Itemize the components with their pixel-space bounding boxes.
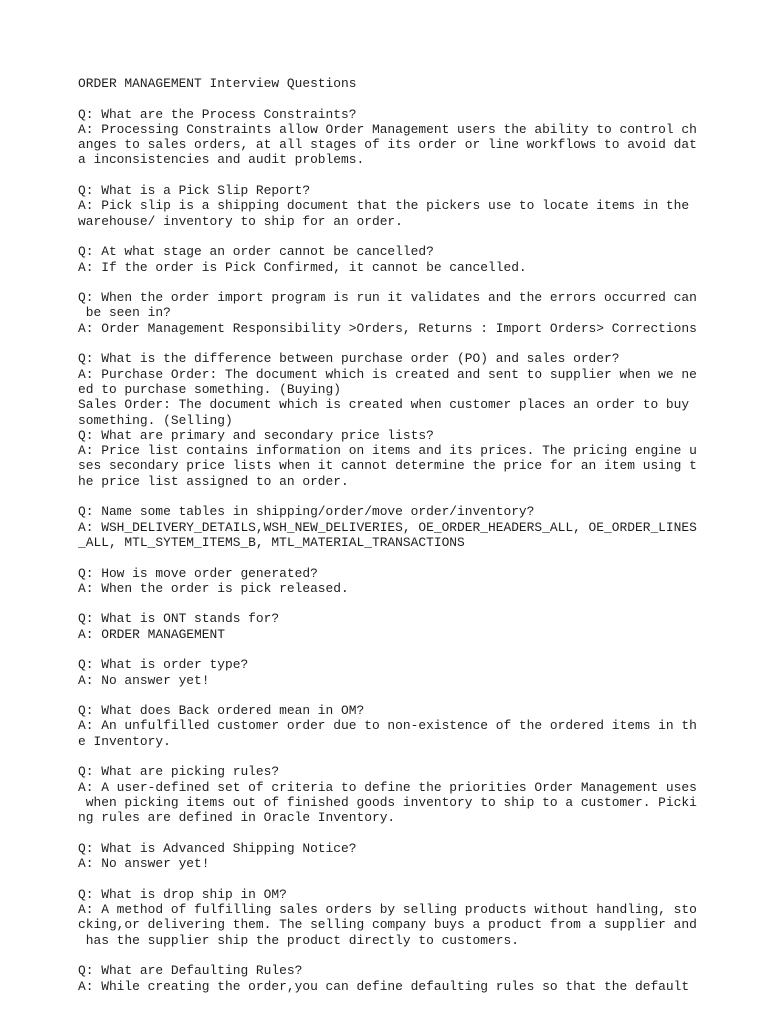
- question-line: Q: What is the difference between purchase order (PO) and sales order?: [78, 351, 620, 367]
- blank-line: [78, 688, 718, 703]
- blank-line: [78, 91, 718, 106]
- answer-continuation-line: ses secondary price lists when it cannot determine the price for an item using t: [78, 458, 697, 474]
- answer-continuation-line: ng rules are defined in Oracle Inventory.: [78, 810, 396, 826]
- blank-line: [78, 871, 718, 886]
- answer-line: A: ORDER MANAGEMENT: [78, 626, 225, 642]
- answer-continuation-line: a inconsistencies and audit problems.: [78, 152, 365, 168]
- blank-line: [78, 336, 718, 351]
- answer-continuation-line: he price list assigned to an order.: [78, 473, 349, 489]
- blank-line: [78, 168, 718, 183]
- question-line: Q: What is drop ship in OM?: [78, 886, 287, 902]
- answer-continuation-line: when picking items out of finished goods inventory to ship to a customer. Picki: [78, 794, 697, 810]
- answer-continuation-line: Sales Order: The document which is created when customer places an order to buy: [78, 397, 690, 413]
- blank-line: [78, 749, 718, 764]
- answer-continuation-line: anges to sales orders, at all stages of its order or line workflows to avoid dat: [78, 137, 697, 153]
- question-line: Q: What is order type?: [78, 657, 249, 673]
- answer-continuation-line: be seen in?: [78, 305, 171, 321]
- question-line: Q: What does Back ordered mean in OM?: [78, 703, 365, 719]
- answer-line: A: An unfulfilled customer order due to non-existence of the ordered items in th: [78, 718, 697, 734]
- answer-line: A: No answer yet!: [78, 672, 210, 688]
- question-line: Q: What are picking rules?: [78, 764, 280, 780]
- answer-line: A: No answer yet!: [78, 856, 210, 872]
- answer-line: A: When the order is pick released.: [78, 580, 349, 596]
- answer-continuation-line: _ALL, MTL_SYTEM_ITEMS_B, MTL_MATERIAL_TRANSACTIONS: [78, 534, 465, 550]
- answer-continuation-line: warehouse/ inventory to ship for an order.: [78, 213, 403, 229]
- answer-continuation-line: something. (Selling): [78, 412, 233, 428]
- document-title: ORDER MANAGEMENT Interview Questions: [78, 76, 357, 91]
- answer-continuation-line: cking,or delivering them. The selling company buys a product from a supplier and: [78, 917, 697, 933]
- question-line: Q: What are primary and secondary price lists?: [78, 427, 434, 443]
- answer-line: A: Price list contains information on items and its prices. The pricing engine u: [78, 443, 697, 459]
- blank-line: [78, 642, 718, 657]
- answer-line: A: Purchase Order: The document which is created and sent to supplier when we ne: [78, 366, 697, 382]
- answer-continuation-line: e Inventory.: [78, 733, 171, 749]
- answer-line: A: Order Management Responsibility >Orders, Returns : Import Orders> Corrections: [78, 320, 697, 336]
- question-line: Q: What is a Pick Slip Report?: [78, 183, 311, 199]
- blank-line: [78, 275, 718, 290]
- question-line: Q: What are the Process Constraints?: [78, 106, 357, 122]
- blank-line: [78, 948, 718, 963]
- answer-line: A: Pick slip is a shipping document that the pickers use to locate items in the: [78, 198, 690, 214]
- document-page: [78, 76, 718, 994]
- question-line: Q: When the order import program is run it validates and the errors occurred can: [78, 290, 697, 306]
- question-line: Q: What are Defaulting Rules?: [78, 963, 303, 979]
- blank-line: [78, 489, 718, 504]
- answer-line: A: A user-defined set of criteria to define the priorities Order Management uses: [78, 779, 697, 795]
- blank-line: [78, 826, 718, 841]
- answer-line: A: If the order is Pick Confirmed, it cannot be cancelled.: [78, 259, 527, 275]
- blank-line: [78, 550, 718, 565]
- answer-line: A: Processing Constraints allow Order Management users the ability to control ch: [78, 121, 697, 137]
- answer-continuation-line: has the supplier ship the product directly to customers.: [78, 932, 519, 948]
- question-line: Q: How is move order generated?: [78, 565, 318, 581]
- answer-line: A: A method of fulfilling sales orders by selling products without handling, sto: [78, 902, 697, 918]
- answer-line: A: WSH_DELIVERY_DETAILS,WSH_NEW_DELIVERIES, OE_ORDER_HEADERS_ALL, OE_ORDER_LINES: [78, 519, 697, 535]
- question-line: Q: What is ONT stands for?: [78, 611, 280, 627]
- answer-line: A: While creating the order,you can define defaulting rules so that the default: [78, 978, 690, 994]
- question-line: Q: At what stage an order cannot be cancelled?: [78, 244, 434, 260]
- question-line: Q: What is Advanced Shipping Notice?: [78, 840, 357, 856]
- blank-line: [78, 229, 718, 244]
- blank-line: [78, 596, 718, 611]
- answer-continuation-line: ed to purchase something. (Buying): [78, 381, 342, 397]
- question-line: Q: Name some tables in shipping/order/move order/inventory?: [78, 504, 535, 520]
